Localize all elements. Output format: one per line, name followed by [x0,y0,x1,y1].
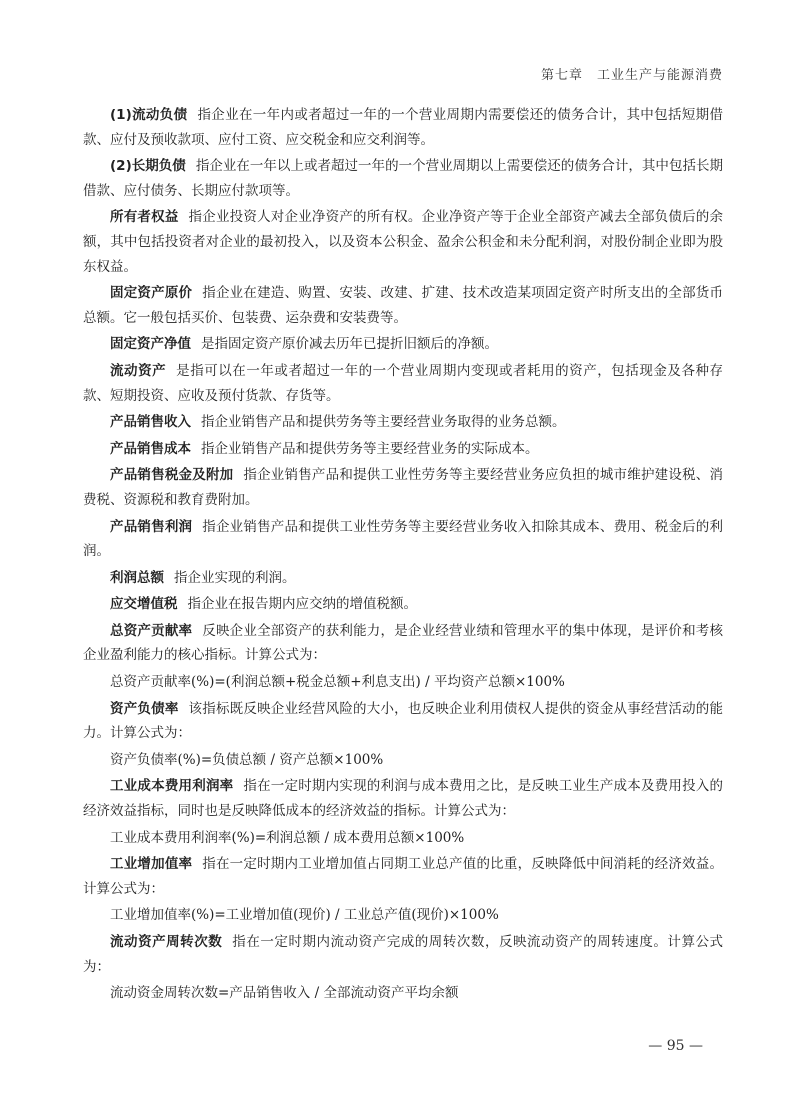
term-label: 工业成本费用利润率 [110,778,234,795]
definition-text: 指企业销售产品和提供劳务等主要经营业务取得的业务总额。 [201,414,566,431]
paragraph-debt-ratio [83,697,723,746]
paragraph-current-liabilities [83,103,723,152]
paragraph-sales-tax [83,463,723,512]
definition-text: 指在一定时期内工业增加值占同期工业总产值的比重，反映降低中间消耗的经济效益。计算公式为： [83,856,724,897]
page-body [83,103,723,1008]
term-label: 流动资产 [110,362,167,379]
term-label: 产品销售税金及附加 [110,467,234,484]
running-header: 第七章 工业生产与能源消费 [540,68,723,83]
definition-text: 指企业销售产品和提供工业性劳务等主要经营业务应负担的城市维护建设税、消费税、资源税和教育费附加。 [83,467,724,508]
term-label: 产品销售利润 [110,518,193,535]
term-label: 固定资产原价 [110,285,193,302]
definition-text: 指企业在一年以上或者超过一年的一个营业周期以上需要偿还的债务合计，其中包括长期借款、应付债务、长期应付款项等。 [83,158,724,199]
definition-text: 反映企业全部资产的获利能力，是企业经营业绩和管理水平的集中体现，是评价和考核企业盈利能力的核心指标。计算公式为： [83,622,724,664]
definition-text: 指在一定时期内实现的利润与成本费用之比，是反映工业生产成本及费用投入的经济效益指标，同时也是反映降低成本的经济效益的指标。计算公式为： [83,778,724,820]
paragraph-long-term-liabilities [83,154,723,203]
paragraph-vat-payable [83,592,723,617]
formula-cost-profit-ratio: 工业成本费用利润率(%)=利润总额 / 成本费用总额×100% [110,829,465,846]
definition-text: 指在一定时期内流动资产完成的周转次数，反映流动资产的周转速度。计算公式为： [83,934,724,975]
formula-total-asset-contribution: 总资产贡献率(%)=(利润总额+税金总额+利息支出) / 平均资产总额×100% [110,674,565,691]
paragraph-cost-profit-ratio [83,774,723,823]
definition-text: 指企业在建造、购置、安装、改建、扩建、技术改造某项固定资产时所支出的全部货币总额。它一般包括买价、包装费、运杂费和安装费等。 [83,285,724,326]
formula-value-added-ratio: 工业增加值率(%)=工业增加值(现价) / 工业总产值(现价)×100% [110,907,499,924]
term-label: 资产负债率 [110,700,179,717]
paragraph-total-profit [83,566,723,591]
definition-text: 指企业实现的利润。 [174,569,296,586]
term-label: 应交增值税 [110,596,178,613]
term-label: (1)流动负债 [110,107,188,123]
definition-text: 指企业投资人对企业净资产的所有权。企业净资产等于企业全部资产减去全部负债后的余额，其中包括投资者对企业的最初投入，以及资本公积金、盈余公积金和未分配利润，对股份制企业即为股东权益。 [83,209,723,275]
paragraph-sales-revenue [83,410,723,435]
definition-text: 指企业在一年内或者超过一年的一个营业周期内需要偿还的债务合计，其中包括短期借款、应付及预收款项、应付工资、应交税金和应交利润等。 [83,107,724,148]
definition-text: 指企业销售产品和提供工业性劳务等主要经营业务收入扣除其成本、费用、税金后的利润。 [83,518,724,560]
term-label: 产品销售收入 [110,414,191,431]
paragraph-sales-cost [83,437,723,462]
term-label: 产品销售成本 [110,440,191,457]
paragraph-sales-profit [83,515,723,564]
paragraph-fixed-asset-net-value [83,332,723,357]
term-label: 利润总额 [110,569,164,586]
term-label: (2)长期负债 [110,158,186,175]
definition-text: 是指可以在一年或者超过一年的一个营业周期内变现或者耗用的资产，包括现金及各种存款、短期投资、应收及预付货款、存货等。 [83,362,724,404]
paragraph-total-asset-contribution [83,619,723,668]
paragraph-value-added-ratio [83,852,723,901]
definition-text: 该指标既反映企业经营风险的大小，也反映企业利用债权人提供的资金从事经营活动的能力。计算公式为： [83,700,723,742]
term-label: 流动资产周转次数 [110,934,223,950]
term-label: 固定资产净值 [110,336,191,353]
definition-text: 指企业在报告期内应交纳的增值税额。 [187,596,417,613]
definition-text: 是指固定资产原价减去历年已提折旧额后的净额。 [201,336,498,353]
formula-debt-ratio: 资产负债率(%)=负债总额 / 资产总额×100% [110,751,384,768]
term-label: 总资产贡献率 [110,622,193,639]
formula-current-asset-turnover: 流动资金周转次数=产品销售收入 / 全部流动资产平均余额 [110,985,459,1002]
paragraph-owners-equity [83,205,723,279]
paragraph-current-assets [83,359,723,408]
paragraph-current-asset-turnover [83,930,723,979]
page-number: — 95 — [648,1038,703,1054]
term-label: 工业增加值率 [110,856,193,873]
definition-text: 指企业销售产品和提供劳务等主要经营业务的实际成本。 [201,440,539,457]
term-label: 所有者权益 [110,209,179,226]
paragraph-fixed-asset-original-value [83,281,723,330]
